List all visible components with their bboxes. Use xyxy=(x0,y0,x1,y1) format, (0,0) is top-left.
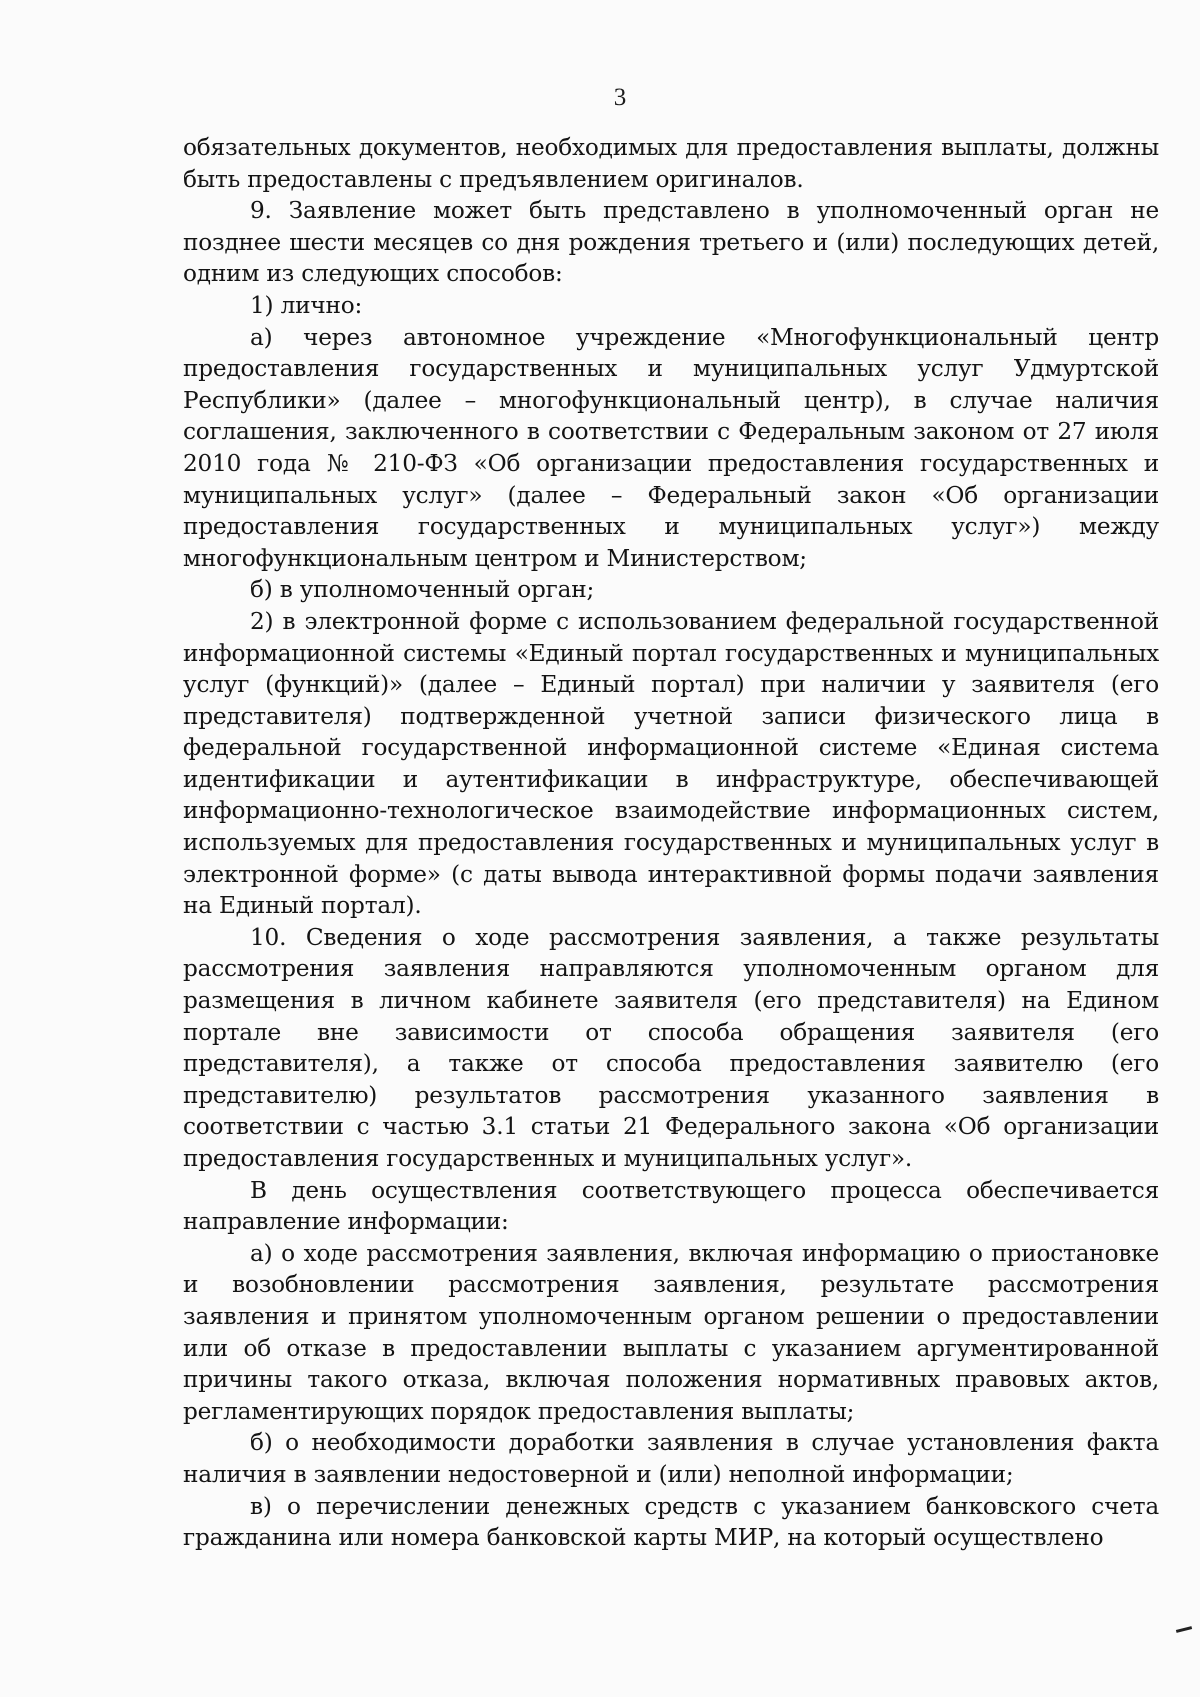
paragraph-info-b: б) о необходимости доработки заявления в случае установления факта наличия в заявлении недостоверной и (или) неполной информации; xyxy=(183,1429,1159,1488)
paragraph-information-day: В день осуществления соответствующего процесса обеспечивается направление информации: xyxy=(183,1176,1159,1236)
paragraph-subitem-1b: б) в уполномоченный орган; xyxy=(250,576,595,604)
paragraph-subitem-2: 2) в электронной форме с использованием федеральной государственной информационной системы «Единый портал государственных и муниципальных услуг (функций)» (далее – Единый портал) при наличии у заявителя (его представителя) подтвержденной учетной записи физического лица в федеральной государственной информационной системе «Единая система идентификации и аутентификации в инфраструктуре, обеспечивающей информационно-технологическое взаимодействие информационных систем, используемых для предоставления государственных и муниципальных услуг в электронной форме» (с даты вывода интерактивной формы подачи заявления на Единый портал). xyxy=(183,607,1159,920)
paragraph-item-10: 10. Сведения о ходе рассмотрения заявления, а также результаты рассмотрения заявления направляются уполномоченным органом для размещения в личном кабинете заявителя (его представителя) на Едином портале вне зависимости от способа обращения заявителя (его представителя), а также от способа предоставления заявителю (его представителю) результатов рассмотрения указанного заявления в соответствии с частью 3.1 статьи 21 Федерального закона «Об организации предоставления государственных и муниципальных услуг». xyxy=(183,923,1159,1172)
paragraph-subitem-1a: а) через автономное учреждение «Многофункциональный центр предоставления государственных и муниципальных услуг Удмуртской Республики» (далее – многофункциональный центр), в случае наличия соглашения, заключенного в соответствии с Федеральным законом от 27 июля 2010 года № 210-ФЗ «Об организации предоставления государственных и муниципальных услуг» (далее – Федеральный закон «Об организации предоставления государственных и муниципальных услуг») между многофункциональным центром и Министерством; xyxy=(183,323,1159,572)
page-number: 3 xyxy=(613,84,627,111)
paragraph-item-9: 9. Заявление может быть представлено в уполномоченный орган не позднее шести месяцев со дня рождения третьего и (или) последующих детей, одним из следующих способов: xyxy=(183,197,1159,288)
paragraph-subitem-1: 1) лично: xyxy=(250,291,363,319)
scan-edge-mark xyxy=(1176,1626,1192,1633)
document-body xyxy=(183,132,1159,1554)
paragraph-continuation: обязательных документов, необходимых для предоставления выплаты, должны быть предоставлены с предъявлением оригиналов. xyxy=(183,134,1159,193)
paragraph-info-v: в) о перечислении денежных средств с указанием банковского счета гражданина или номера банковской карты МИР, на который осуществлено xyxy=(183,1492,1159,1552)
paragraph-info-a: а) о ходе рассмотрения заявления, включая информацию о приостановке и возобновлении рассмотрения заявления, результате рассмотрения заявления и принятом уполномоченным органом решении о предоставлении или об отказе в предоставлении выплаты с указанием аргументированной причины такого отказа, включая положения нормативных правовых актов, регламентирующих порядок предоставления выплаты; xyxy=(183,1239,1159,1425)
